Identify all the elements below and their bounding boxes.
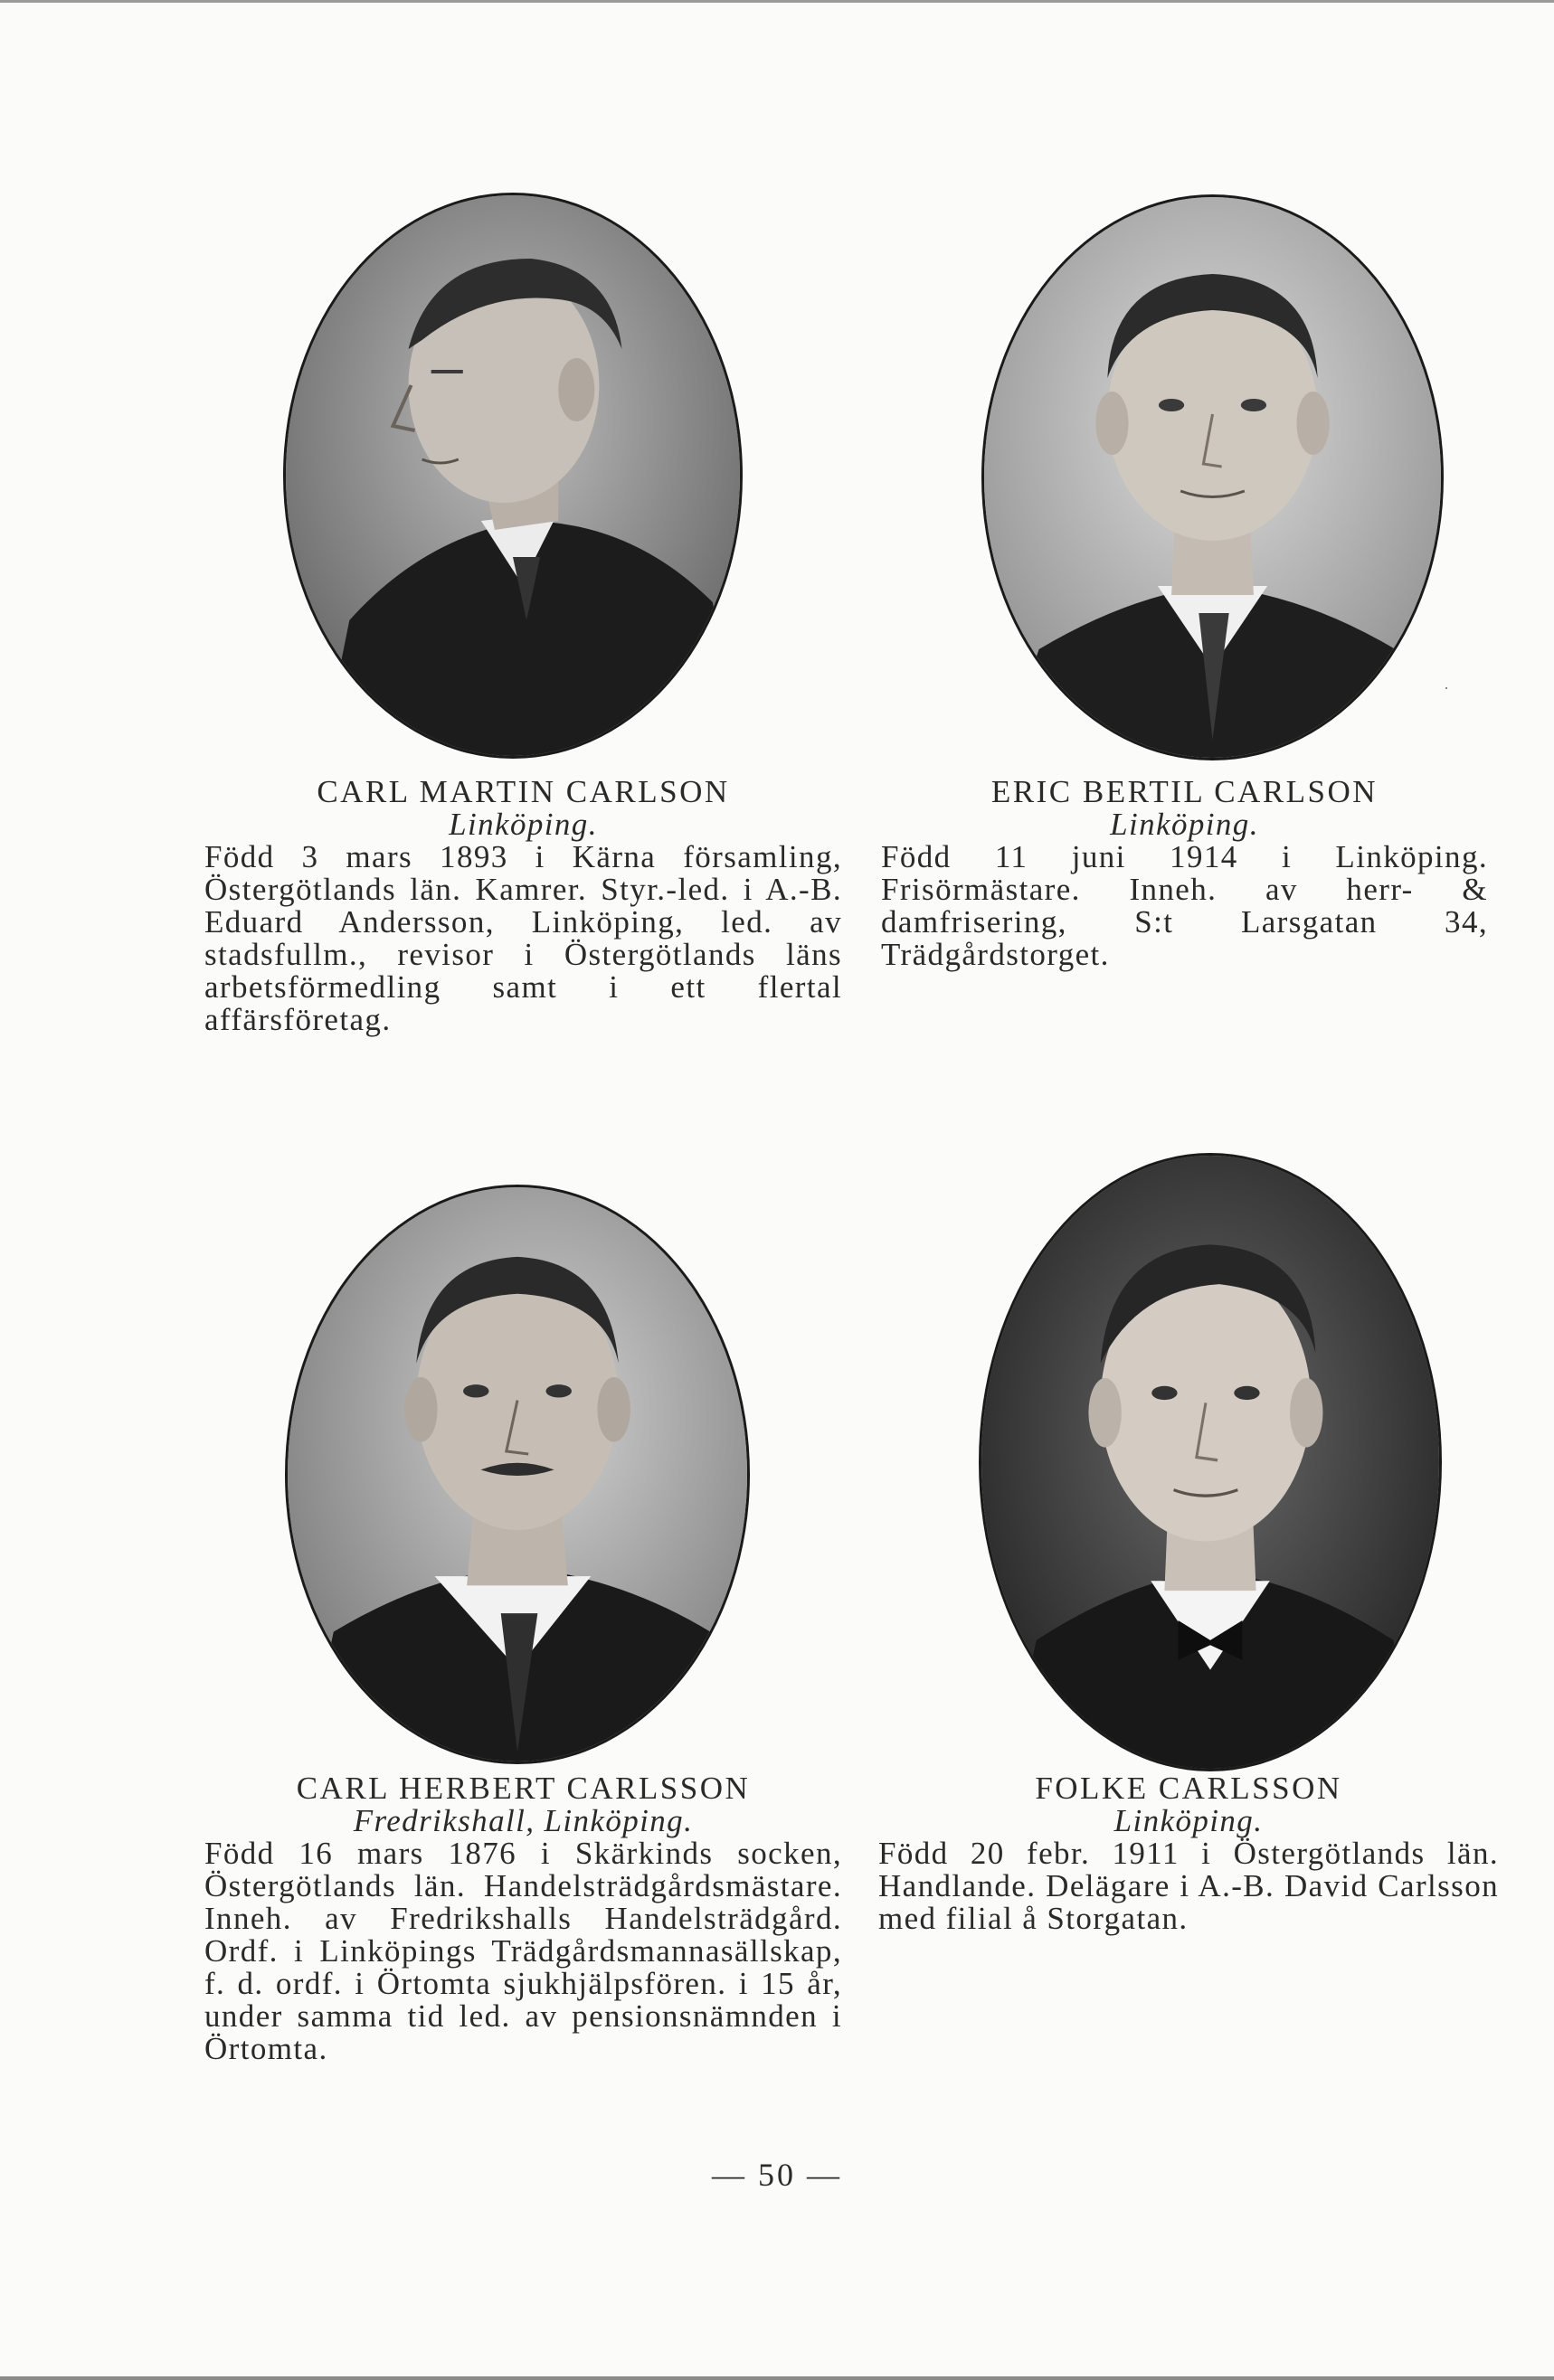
person-name: ERIC BERTIL CARLSON (990, 774, 1379, 809)
person-place: Fredrikshall, Linköping. (353, 1803, 694, 1838)
person-name: FOLKE CARLSSON (1035, 1771, 1342, 1806)
portrait-folke-carlsson (979, 1153, 1442, 1771)
bio-carl-martin-carlson (204, 776, 842, 1036)
person-name: CARL MARTIN CARLSON (317, 774, 730, 809)
page-top-edge (0, 0, 1554, 3)
bio-folke-carlsson (878, 1772, 1499, 1935)
portrait-eric-bertil-carlson (981, 194, 1444, 760)
person-biography: Född 20 febr. 1911 i Östergötlands län. Handlande. Delägare i A.-B. David Carlsson med filial å Storgatan. (878, 1836, 1499, 1936)
person-place: Linköping. (1110, 807, 1259, 842)
person-biography: Född 3 mars 1893 i Kärna församling, Östergötlands län. Kamrer. Styr.-led. i A.-B. Eduard Andersson, Linköping, led. av stadsfullm., revisor i Östergötlands läns arbetsförmedling samt i ett flertal affärsföretag. (204, 839, 842, 1037)
person-place: Linköping. (1113, 1803, 1264, 1838)
scan-speck (1445, 687, 1447, 689)
person-biography: Född 11 juni 1914 i Linköping. Frisörmästare. Inneh. av herr- & damfrisering, S:t Larsgatan 34, Trädgårdstorget. (881, 839, 1488, 972)
person-biography: Född 16 mars 1876 i Skärkinds socken, Östergötlands län. Handelsträdgårdsmästare. Inneh. av Fredrikshalls Handelsträdgård. Ordf. i Linköpings Trädgårdsmannasällskap, f. d. ordf. i Örtomta sjukhjälpsfören. i 15 år, under samma tid led. av pensionsnämnden i Örtomta. (204, 1836, 842, 2066)
bio-eric-bertil-carlson (881, 776, 1488, 971)
page-bottom-edge (0, 2376, 1554, 2380)
page-number: — 50 — (712, 2157, 842, 2193)
person-place: Linköping. (449, 807, 598, 842)
portrait-carl-martin-carlson (283, 193, 743, 759)
person-name: CARL HERBERT CARLSSON (296, 1771, 751, 1806)
portrait-carl-herbert-carlsson (285, 1185, 750, 1764)
bio-carl-herbert-carlsson (204, 1772, 842, 2065)
